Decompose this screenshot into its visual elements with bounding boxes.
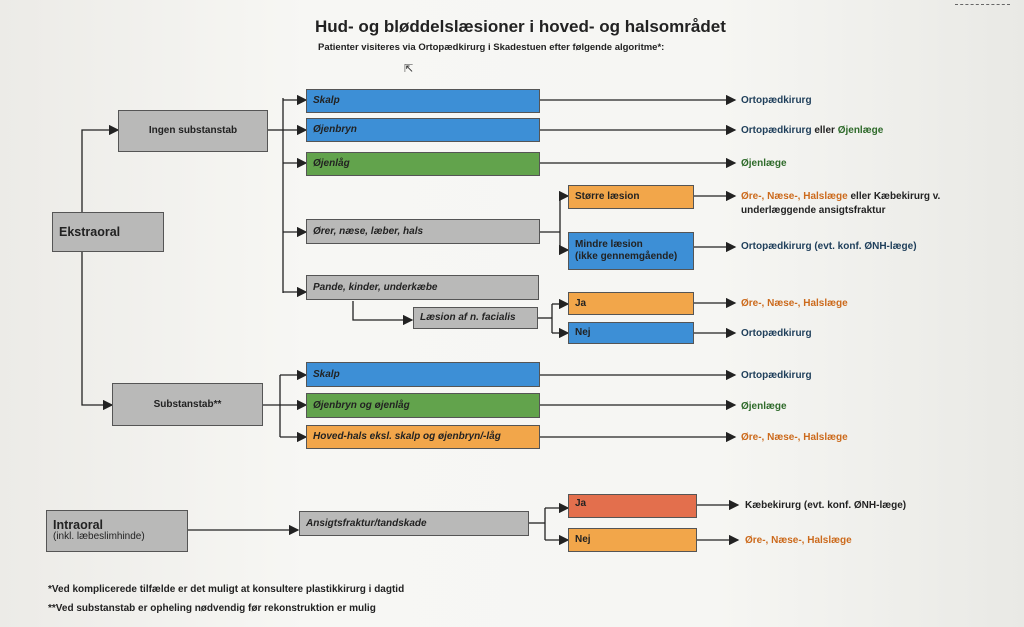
outcome-storre-b: eller Kæbekirurg v. — [850, 191, 941, 202]
node-ojenbryn-og-ojenlaag: Øjenbryn og øjenlåg — [306, 393, 540, 418]
node-ekstraoral: Ekstraoral — [52, 212, 164, 252]
page-subtitle: Patienter visiteres via Ortopædkirurg i Skadestuen efter følgende algoritme*: — [318, 42, 665, 53]
outcome-ojenbryn-b: eller — [814, 125, 838, 136]
outcome-ojenbryn — [741, 124, 883, 137]
outcome-ja-intraoral: Kæbekirurg (evt. konf. ØNH-læge) — [745, 500, 907, 511]
outcome-ja-facialis: Øre-, Næse-, Halslæge — [741, 298, 848, 309]
outcome-hoved-hals: Øre-, Næse-, Halslæge — [741, 432, 848, 443]
connector-ekstraoral-substanstab — [82, 251, 112, 405]
node-mindre-laesion — [568, 232, 694, 270]
intraoral-label: Intraoral — [53, 518, 104, 532]
outcome-ojenlaag: Øjenlæge — [741, 158, 787, 169]
page-title: Hud- og bløddelslæsioner i hoved- og halsområdet — [315, 17, 726, 36]
mouse-pointer-icon: ⇱ — [404, 63, 414, 75]
node-nej-facialis: Nej — [568, 322, 694, 344]
node-pande-kinder-underkaebe: Pande, kinder, underkæbe — [306, 275, 539, 300]
node-ansigtsfraktur-tandskade: Ansigtsfraktur/tandskade — [299, 511, 529, 536]
node-ojenbryn: Øjenbryn — [306, 118, 540, 142]
node-orer-naese-laeber-hals: Ører, næse, læber, hals — [306, 219, 540, 244]
mindre-laesion-label: Mindre læsion — [575, 239, 643, 250]
node-ja-intraoral: Ja — [568, 494, 697, 518]
node-substanstab: Substanstab** — [112, 383, 263, 426]
node-nej-intraoral: Nej — [568, 528, 697, 552]
outcome-ojenbryn-c: Øjenlæge — [837, 125, 884, 136]
outcome-storre-a: Øre-, Næse-, Halslæge — [741, 191, 851, 202]
footnote-1: *Ved komplicerede tilfælde er det muligt at konsultere plastikkirurg i dagtid — [48, 584, 405, 595]
node-skalp: Skalp — [306, 89, 540, 113]
outcome-mindre: Ortopædkirurg (evt. konf. ØNH-læge) — [741, 241, 917, 252]
intraoral-sublabel: (inkl. læbeslimhinde) — [53, 531, 145, 542]
node-intraoral — [46, 510, 188, 552]
outcome-skalp-substanstab: Ortopædkirurg — [741, 370, 812, 381]
node-ja-facialis: Ja — [568, 292, 694, 315]
outcome-storre-c: underlæggende ansigtsfraktur — [741, 205, 886, 216]
node-hoved-hals: Hoved-hals eksl. skalp og øjenbryn/-låg — [306, 425, 540, 449]
outcome-storre — [741, 190, 940, 218]
node-ingen-substanstab: Ingen substanstab — [118, 110, 268, 152]
outcome-ojenbryn-og-ojenlaag: Øjenlæge — [741, 401, 787, 412]
node-ojenlaag: Øjenlåg — [306, 152, 540, 176]
outcome-nej-intraoral: Øre-, Næse-, Halslæge — [745, 535, 852, 546]
outcome-skalp: Ortopædkirurg — [741, 95, 812, 106]
node-laesion-facialis: Læsion af n. facialis — [413, 307, 538, 329]
outcome-nej-facialis: Ortopædkirurg — [741, 328, 812, 339]
connector-ekstraoral-ingen — [82, 130, 118, 213]
outcome-ojenbryn-a: Ortopædkirurg — [741, 125, 815, 136]
node-skalp-substanstab: Skalp — [306, 362, 540, 387]
node-storre-laesion: Større læsion — [568, 185, 694, 209]
footnote-2: **Ved substanstab er opheling nødvendig før rekonstruktion er mulig — [48, 603, 376, 614]
mindre-laesion-sublabel: (ikke gennemgående) — [575, 251, 678, 262]
